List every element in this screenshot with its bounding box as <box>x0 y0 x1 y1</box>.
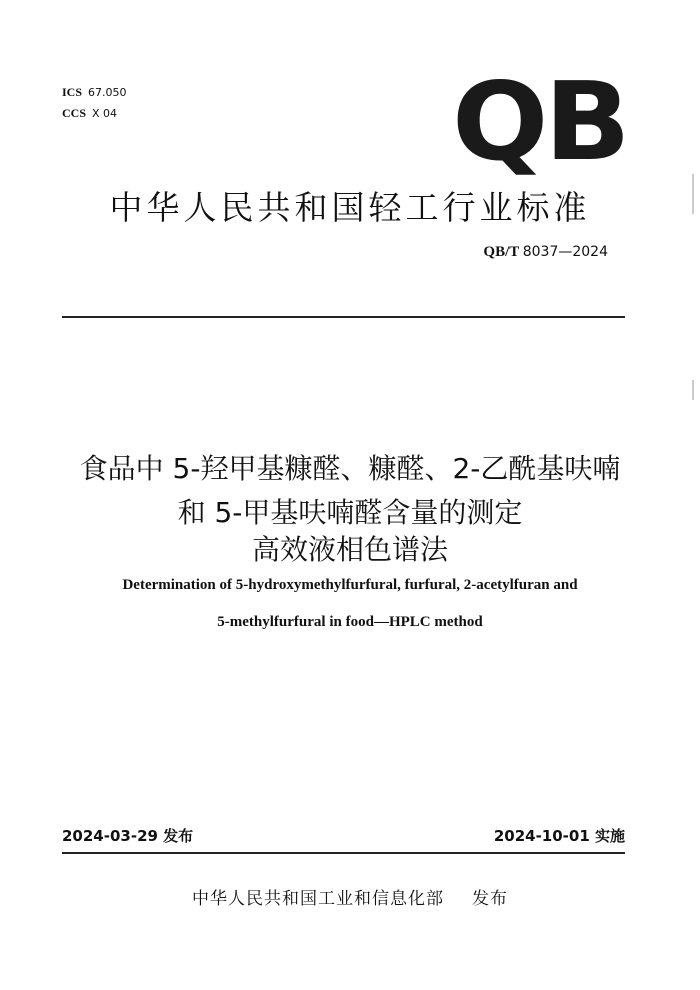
ccs-line <box>62 103 127 124</box>
standard-name: 中华人民共和国轻工行业标准 <box>109 188 591 227</box>
bottom-divider <box>62 852 625 854</box>
title-en-line-1: Determination of 5-hydroxymethylfurfural, furfural, 2-acetylfuran and <box>122 577 578 593</box>
ics-label: ICS <box>62 85 83 99</box>
implement-date: 2024-10-01 实施 <box>493 827 625 845</box>
standard-code <box>483 244 608 261</box>
issuer-name: 中华人民共和国工业和信息化部 <box>192 889 444 909</box>
qb-logo <box>452 60 627 185</box>
classification-block <box>62 82 127 124</box>
title-cn-line-2: 和 5-甲基呋喃醛含量的测定 <box>177 496 523 529</box>
qb-logo-text: QB <box>452 60 627 185</box>
standard-code-number: 8037—2024 <box>522 244 608 260</box>
title-cn-line-3: 高效液相色谱法 <box>251 533 448 566</box>
ics-value: 67.050 <box>88 86 127 99</box>
issue-date: 2024-03-29 发布 <box>62 827 194 845</box>
ccs-label: CCS <box>62 106 87 120</box>
scan-edge-mark <box>692 174 694 214</box>
standard-code-prefix: QB/T <box>483 244 519 260</box>
title-en-line-2: 5-methylfurfural in food—HPLC method <box>217 614 483 630</box>
issuer <box>0 884 700 909</box>
ccs-value: X 04 <box>92 107 118 120</box>
issuer-action: 发布 <box>472 889 508 909</box>
top-divider <box>62 316 625 318</box>
scan-edge-mark <box>692 380 694 400</box>
title-cn-line-1: 食品中 5-羟甲基糠醛、糠醛、2-乙酰基呋喃 <box>79 452 621 485</box>
ics-line <box>62 82 127 103</box>
